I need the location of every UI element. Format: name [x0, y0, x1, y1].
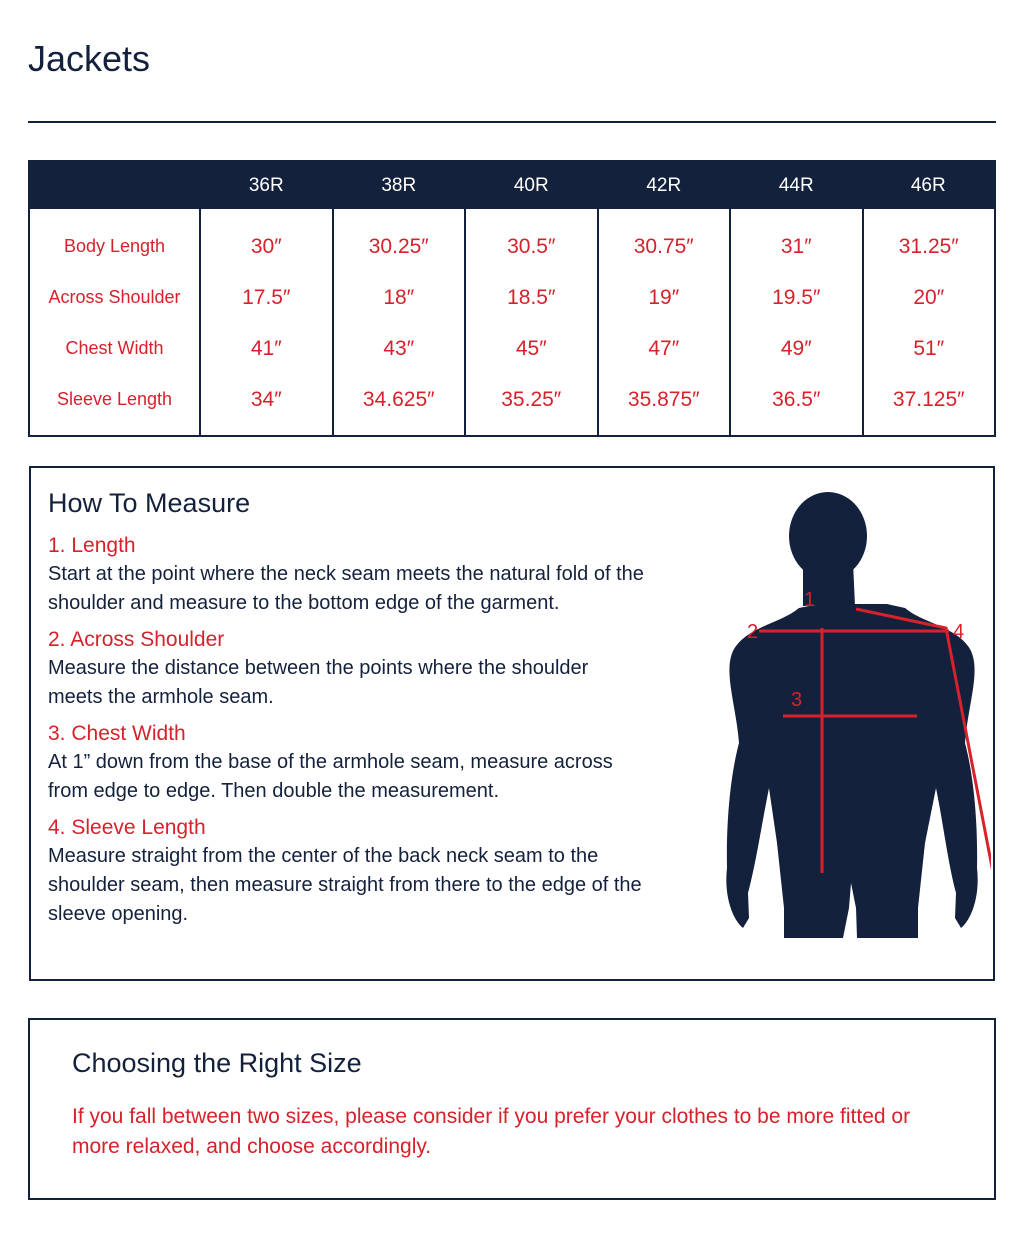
- measure-instructions-list: [48, 532, 648, 937]
- table-cell: 30.25″: [333, 209, 466, 272]
- size-header-44r: 44R: [778, 174, 814, 196]
- size-header-38r: 38R: [381, 174, 417, 196]
- table-row: [29, 323, 995, 374]
- table-cell: 17.5″: [200, 272, 333, 323]
- measure-item-description: Measure the distance between the points where the shoulder meets the armhole seam.: [48, 657, 589, 708]
- measure-item-title: 4. Sleeve Length: [48, 816, 206, 839]
- choosing-size-panel: [28, 1018, 996, 1200]
- table-cell: 34″: [200, 374, 333, 436]
- row-label-body-length: Body Length: [63, 236, 166, 256]
- measure-item-chest-width: [48, 720, 648, 806]
- row-label-across-shoulder: Across Shoulder: [48, 287, 181, 307]
- measure-item-description: Start at the point where the neck seam meets the natural fold of the shoulder and measure to the bottom edge of the garment.: [48, 563, 644, 614]
- table-cell: 35.875″: [598, 374, 731, 436]
- title-divider: [28, 121, 996, 123]
- table-cell: 19.5″: [730, 272, 863, 323]
- table-cell: 36.5″: [730, 374, 863, 436]
- body-measurement-figure: [691, 488, 991, 968]
- measure-item-title: 2. Across Shoulder: [48, 628, 225, 651]
- row-label-sleeve-length: Sleeve Length: [56, 389, 173, 409]
- table-cell: 20″: [863, 272, 996, 323]
- row-label-chest-width: Chest Width: [65, 338, 164, 358]
- table-cell: 47″: [598, 323, 731, 374]
- choosing-size-heading: Choosing the Right Size: [72, 1048, 362, 1078]
- table-cell: 41″: [200, 323, 333, 374]
- table-row: [29, 374, 995, 436]
- table-cell: 18.5″: [465, 272, 598, 323]
- table-cell: 30″: [200, 209, 333, 272]
- header-blank-cell: [29, 161, 200, 209]
- table-cell: 18″: [333, 272, 466, 323]
- table-cell: 31.25″: [863, 209, 996, 272]
- how-to-measure-panel: [29, 466, 995, 981]
- measure-item-description: At 1” down from the base of the armhole seam, measure across from edge to edge. Then double the measurement.: [48, 751, 613, 802]
- measure-item-across-shoulder: [48, 626, 648, 712]
- size-header-42r: 42R: [646, 174, 682, 196]
- figure-label-3: 3: [791, 689, 803, 711]
- measure-item-sleeve-length: [48, 814, 648, 929]
- table-cell: 45″: [465, 323, 598, 374]
- table-cell: 43″: [333, 323, 466, 374]
- table-cell: 37.125″: [863, 374, 996, 436]
- figure-label-1: 1: [804, 589, 816, 611]
- size-chart-table: [28, 160, 996, 437]
- table-row: [29, 272, 995, 323]
- figure-label-4: 4: [953, 621, 965, 643]
- table-cell: 31″: [730, 209, 863, 272]
- table-cell: 49″: [730, 323, 863, 374]
- table-cell: 30.75″: [598, 209, 731, 272]
- measure-item-length: [48, 532, 648, 618]
- table-cell: 34.625″: [333, 374, 466, 436]
- measure-item-description: Measure straight from the center of the back neck seam to the shoulder seam, then measure straight from there to the edge of the sleeve opening.: [48, 845, 642, 925]
- figure-label-2: 2: [747, 621, 759, 643]
- table-cell: 19″: [598, 272, 731, 323]
- measure-item-title: 3. Chest Width: [48, 722, 186, 745]
- size-header-row: [29, 161, 995, 209]
- measure-item-title: 1. Length: [48, 534, 136, 557]
- table-cell: 51″: [863, 323, 996, 374]
- size-header-40r: 40R: [513, 174, 549, 196]
- table-cell: 35.25″: [465, 374, 598, 436]
- how-to-measure-heading: How To Measure: [48, 488, 251, 518]
- page-title: Jackets: [28, 38, 151, 79]
- size-header-46r: 46R: [910, 174, 946, 196]
- table-row: [29, 209, 995, 272]
- table-cell: 30.5″: [465, 209, 598, 272]
- size-header-36r: 36R: [248, 174, 284, 196]
- choosing-size-text: If you fall between two sizes, please consider if you prefer your clothes to be more fitted or more relaxed, and choose accordingly.: [72, 1105, 911, 1158]
